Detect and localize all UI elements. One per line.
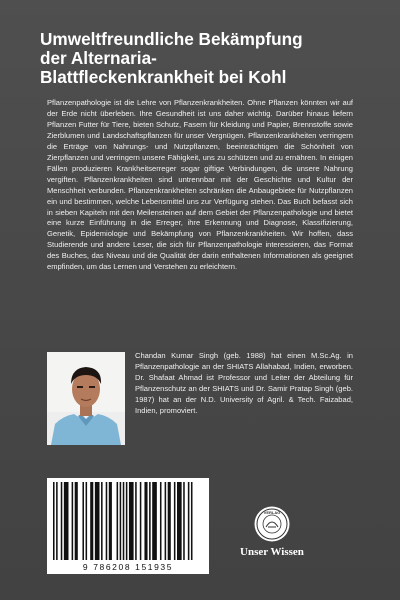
book-description: Pflanzenpathologie ist die Lehre von Pflanzenkrankheiten. Ohne Pflanzen könnten wir auf der Erde nicht überleben. Ihre Gesundheit ist uns daher wichtig. Darüber hinaus liefern Pflanzen Futter für Tiere, bieten Schutz, Fasern für Kleidung und Papier, Brennstoffe sowie Zierblumen und Landschaftspflanzen für unser Vergnügen. Pflanzenkrankheiten verringern die Erträge von Nahrungs- und Nutzpflanzen, beeinträchtigen die Schönheit von Zierpflanzen und verringern unsere Fähigkeit, uns zu schützen und zu ernähren. In einigen Fällen produzieren Krankheitserreger sogar giftige Verbindungen, die unsere Nahrung vergiften. Pflanzenkrankheiten sind untrennbar mit der Geschichte und Kultur der Menschheit verbunden. Pflanzenkrankheiten schränken die Anbaugebiete für Nutzpflanzen ein und bestimmen, welche Lebensmittel uns zur Verfügung stehen. Das Buch befasst sich in sieben Kapiteln mit den Meilensteinen auf dem Gebiet der Pflanzenpathologie und bietet eine kurze Einführung in die Erreger, ihre Erkennung und Diagnose, Klassifizierung, Genetik, Epidemiologie und Bekämpfung von Pflanzenkrankheiten. Wir hoffen, dass Studierende und andere Leser, die sich für Pflanzenpathologie interessieren, das Format des Buches, das Niveau und die Qualität der darin enthaltenen Informationen als geeignet empfinden, um das Lernen und Verstehen zu erleichtern. xyxy=(47,98,353,272)
publisher-block xyxy=(222,505,322,558)
author-bio: Chandan Kumar Singh (geb. 1988) hat einen M.Sc.Ag. in Pflanzenpathologie an der SHIATS Allahabad, Indien, erworben. Dr. Shafaat Ahmad ist Professor und Leiter der Abteilung für Pflanzenschutz an der SHIATS und Dr. Samir Pratap Singh (geb. 1987) hat an der N.D. University of Agril. & Tech. Faizabad, Indien, promoviert. xyxy=(135,351,353,415)
barcode-bars xyxy=(47,478,209,562)
publisher-name: Unser Wissen xyxy=(240,546,304,558)
publisher-logo-text: VERLAG xyxy=(263,509,281,515)
isbn-number: 9 786208 151935 xyxy=(82,562,174,572)
author-portrait-image xyxy=(47,352,125,445)
book-title xyxy=(40,30,380,87)
publisher-logo-icon xyxy=(253,505,291,543)
isbn-barcode xyxy=(47,478,209,574)
title-line-3: Blattfleckenkrankheit bei Kohl xyxy=(40,67,287,87)
title-line-2: der Alternaria- xyxy=(40,48,157,68)
author-photo xyxy=(47,352,125,445)
title-line-1: Umweltfreundliche Bekämpfung xyxy=(40,29,303,49)
